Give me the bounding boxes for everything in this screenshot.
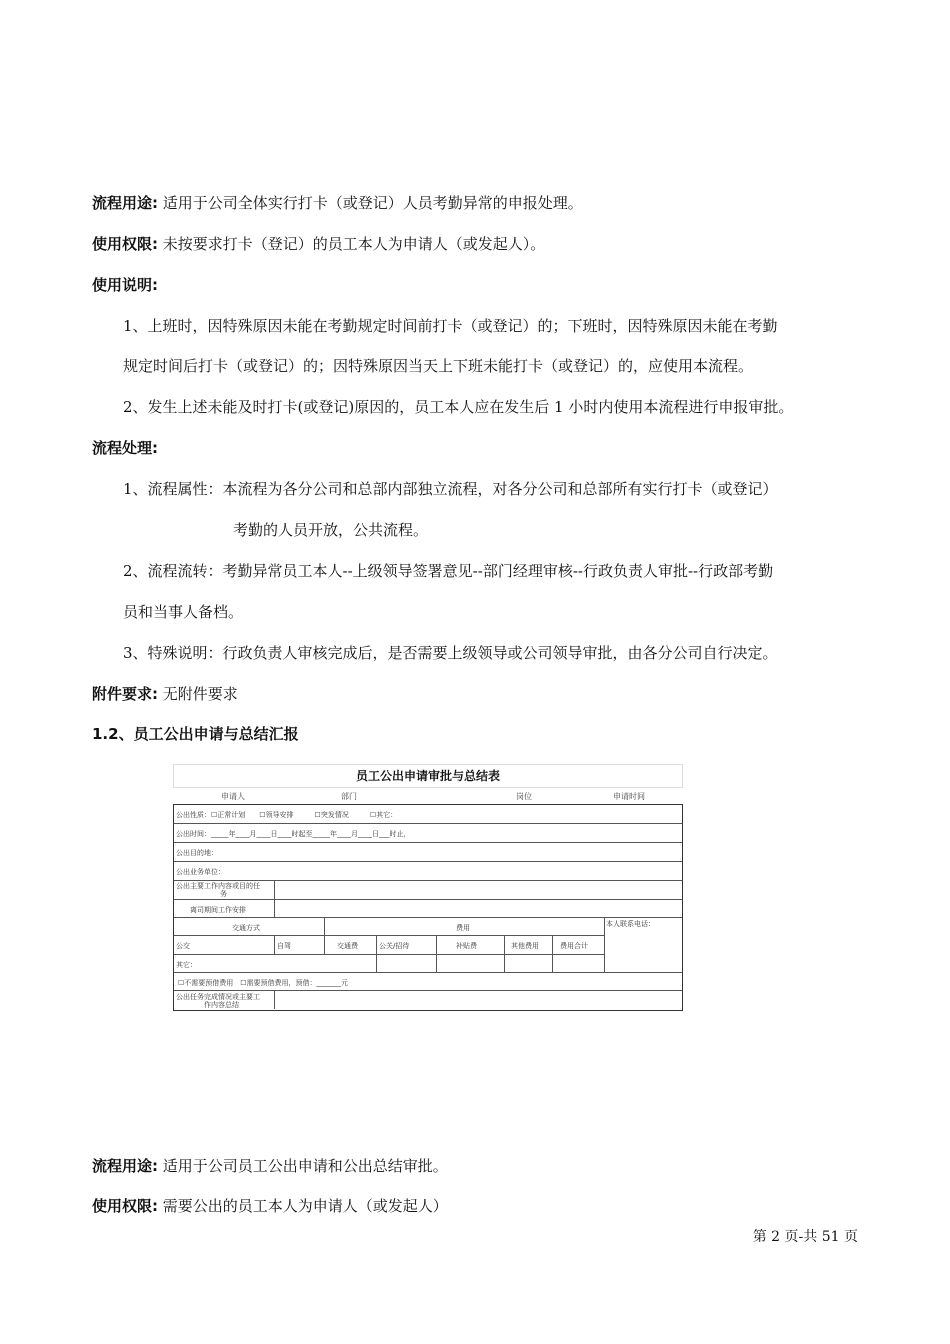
grid-line bbox=[174, 954, 604, 955]
grid-line bbox=[174, 972, 682, 973]
usage-label: 使用说明: bbox=[92, 276, 158, 294]
purpose-text-2: 适用于公司员工公出申请和公出总结审批。 bbox=[162, 1157, 448, 1175]
grid-line bbox=[274, 880, 275, 917]
fee-col-hospitality: 公关/招待 bbox=[379, 942, 410, 950]
row-nature: 公出性质：☐正常计划 ☐领导安排 ☐突发情况 ☐其它： bbox=[176, 811, 398, 819]
grid-line bbox=[174, 842, 682, 843]
form-header-department: 部门 bbox=[341, 792, 357, 801]
rights-text-2: 需要公出的员工本人为申请人（或发起人） bbox=[162, 1197, 448, 1215]
row-time: 公出时间：_____年____月____日____时起至_____年____月____日___时止， bbox=[176, 830, 411, 838]
process-item-1b: 考勤的人员开放，公共流程。 bbox=[233, 521, 429, 539]
grid-line bbox=[174, 861, 682, 862]
attach-text: 无附件要求 bbox=[162, 685, 238, 703]
usage-item-1a: 1、上班时，因特殊原因未能在考勤规定时间前打卡（或登记）的；下班时，因特殊原因未能在考勤 bbox=[123, 317, 778, 335]
form-header-date: 申请时间 bbox=[613, 792, 645, 801]
row-during-absence: 离司期间工作安排 bbox=[190, 906, 246, 914]
attach-line bbox=[92, 684, 238, 704]
grid-line bbox=[174, 917, 682, 918]
process-item-3: 3、特殊说明：行政负责人审核完成后，是否需要上级领导或公司领导审批，由各分公司自行决定。 bbox=[123, 644, 778, 662]
grid-line bbox=[174, 935, 604, 936]
grid-line bbox=[552, 935, 553, 972]
form-grid bbox=[173, 804, 683, 1011]
grid-line bbox=[376, 935, 377, 972]
summary-label-a: 公出任务完成情况或主要工 bbox=[176, 993, 260, 1001]
grid-line bbox=[504, 935, 505, 972]
purpose-line bbox=[92, 193, 583, 213]
process-item-2b: 员和当事人备档。 bbox=[123, 603, 244, 621]
form-header-applicant: 申请人 bbox=[221, 792, 245, 801]
rights-line bbox=[92, 234, 545, 254]
fee-col-other: 其他费用 bbox=[511, 942, 539, 950]
section-heading: 1.2、员工公出申请与总结汇报 bbox=[92, 725, 299, 743]
process-item-1a: 1、流程属性：本流程为各分公司和总部内部独立流程，对各分公司和总部所有实行打卡（或登记） bbox=[123, 480, 778, 498]
purpose-text: 适用于公司全体实行打卡（或登记）人员考勤异常的申报处理。 bbox=[162, 194, 583, 212]
row-main-task-a: 公出主要工作内容或目的任 bbox=[176, 882, 260, 890]
page-footer: 第 2 页-共 51 页 bbox=[752, 1229, 858, 1245]
contact-label: 本人联系电话： bbox=[606, 920, 655, 928]
rights-line-2 bbox=[92, 1196, 448, 1216]
bus-label: 公交 bbox=[176, 942, 190, 950]
grid-line bbox=[174, 823, 682, 824]
form-header-position: 岗位 bbox=[516, 792, 532, 801]
row-destination: 公出目的地： bbox=[176, 849, 218, 857]
rights-label: 使用权限: bbox=[92, 235, 158, 253]
grid-line bbox=[174, 990, 682, 991]
row-main-task-b: 务 bbox=[220, 890, 227, 898]
grid-line bbox=[274, 935, 275, 954]
outing-form bbox=[173, 764, 683, 1010]
grid-line bbox=[274, 990, 275, 1009]
process-label: 流程处理: bbox=[92, 439, 158, 457]
rights-text: 未按要求打卡（登记）的员工本人为申请人（或发起人）。 bbox=[162, 235, 546, 253]
fee-col-total: 费用合计 bbox=[560, 942, 588, 950]
grid-line bbox=[174, 899, 682, 900]
purpose-line-2 bbox=[92, 1156, 448, 1176]
grid-line bbox=[324, 917, 325, 954]
purpose-label: 流程用途: bbox=[92, 194, 158, 212]
other-label: 其它： bbox=[176, 961, 197, 969]
summary-label-b: 作内容总结 bbox=[204, 1001, 239, 1009]
attach-label: 附件要求: bbox=[92, 685, 158, 703]
advance-row: ☐不需要预借费用 ☐需要预借费用，预借：_______元 bbox=[178, 979, 349, 987]
fee-label: 费用 bbox=[456, 924, 470, 932]
row-business-unit: 公出业务单位： bbox=[176, 868, 225, 876]
grid-line bbox=[604, 917, 605, 972]
usage-item-1b: 规定时间后打卡（或登记）的；因特殊原因当天上下班未能打卡（或登记）的，应使用本流程。 bbox=[123, 357, 754, 375]
grid-line bbox=[436, 935, 437, 972]
self-drive-label: 自驾 bbox=[277, 942, 291, 950]
purpose-label-2: 流程用途: bbox=[92, 1157, 158, 1175]
fee-col-transport: 交通费 bbox=[337, 942, 358, 950]
rights-label-2: 使用权限: bbox=[92, 1197, 158, 1215]
transport-label: 交通方式 bbox=[232, 924, 260, 932]
fee-col-subsidy: 补贴费 bbox=[456, 942, 477, 950]
process-item-2a: 2、流程流转：考勤异常员工本人--上级领导签署意见--部门经理审核--行政负责人审批--行政部考勤 bbox=[123, 562, 774, 580]
usage-item-2: 2、发生上述未能及时打卡(或登记)原因的，员工本人应在发生后 1 小时内使用本流程进行申报审批。 bbox=[123, 398, 794, 416]
form-title: 员工公出申请审批与总结表 bbox=[173, 764, 683, 788]
